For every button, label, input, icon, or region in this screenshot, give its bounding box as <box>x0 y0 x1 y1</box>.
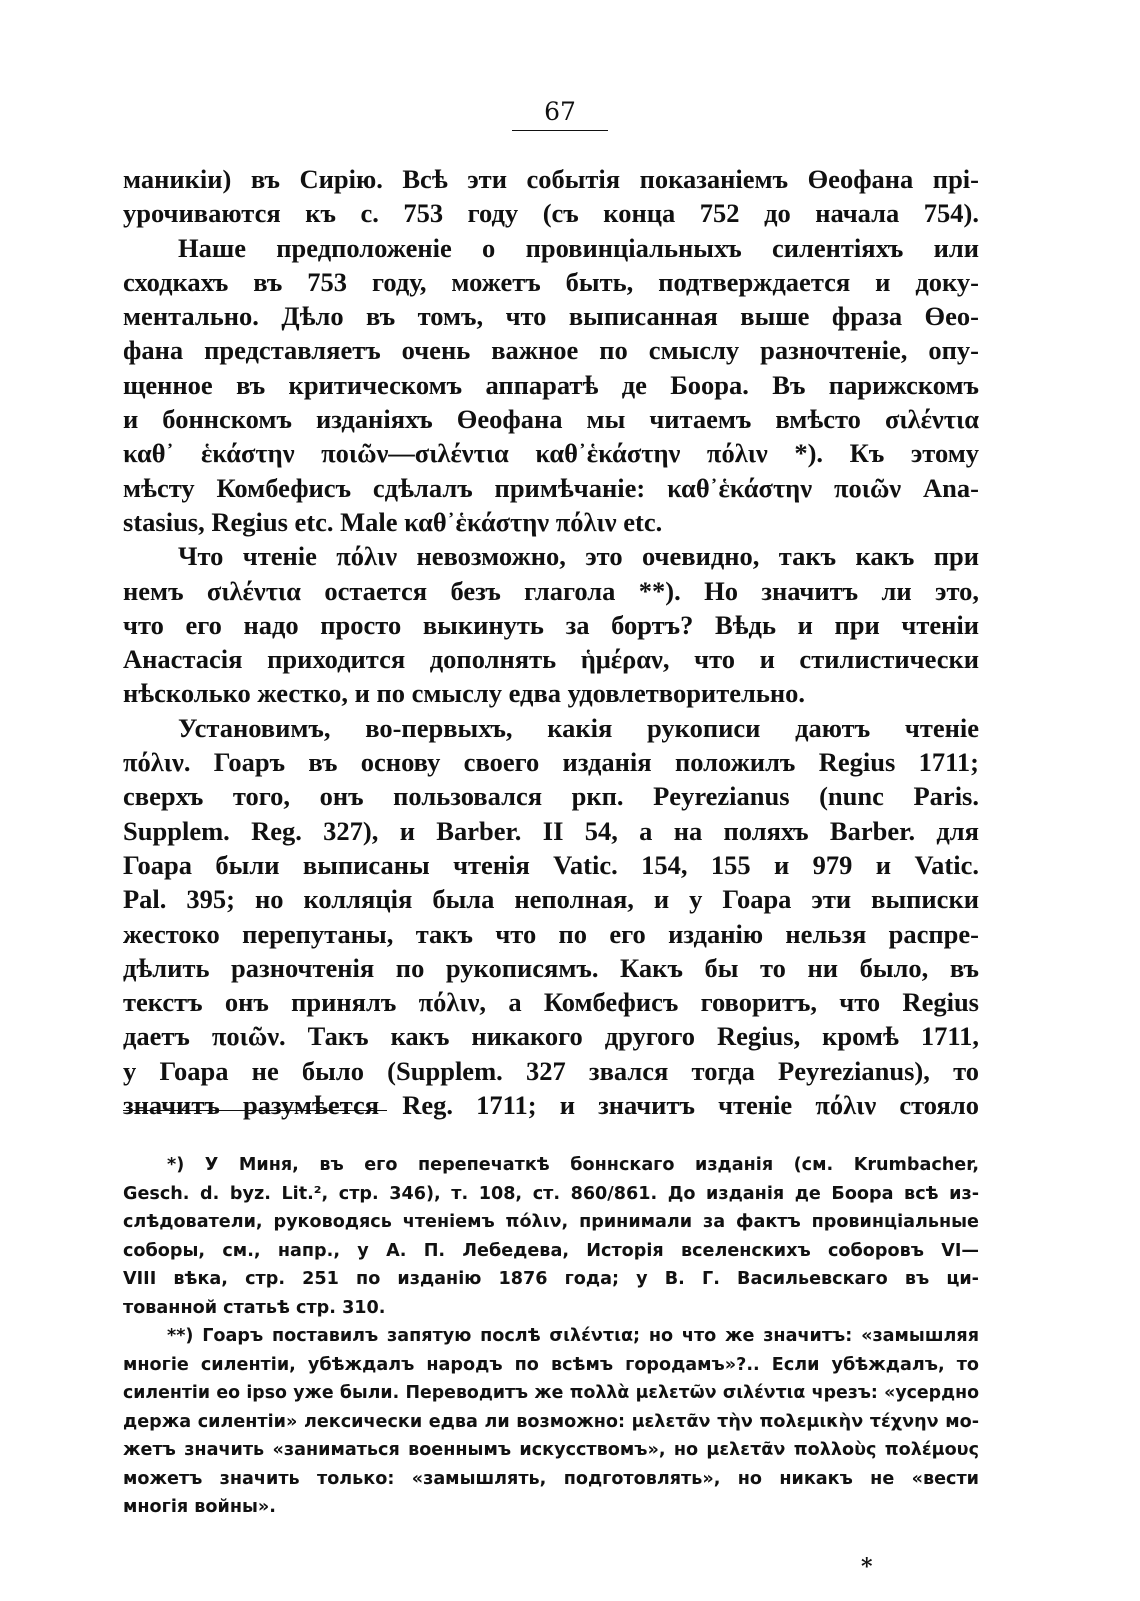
text-line: сверхъ того, онъ пользовался ркп. Peyrezianus (nunc Paris. <box>123 781 979 812</box>
text-line: фана представляетъ очень важное по смыслу разночтеніе, опу- <box>123 335 979 366</box>
text-line: дѣлить разночтенія по рукописямъ. Какъ бы то ни было, въ <box>123 952 979 983</box>
footnote-line: жетъ значить «заниматься военнымъ искусствомъ», но μελετᾶν πολλοὺς πολέμους <box>123 1440 979 1460</box>
text-line: текстъ онъ принялъ πόλιν, а Комбефисъ говоритъ, что Regius <box>123 987 979 1018</box>
end-mark: * <box>861 1554 873 1580</box>
footnote-line: соборы, см., напр., у А. П. Лебедева, Исторія вселенскихъ соборовъ VI— <box>123 1240 979 1261</box>
text-line: у Гоара не было (Supplem. 327 звался тогда Peyrezianus), то <box>123 1055 979 1086</box>
text-line: Supplem. Reg. 327), и Barber. II 54, а на поляхъ Barber. для <box>123 815 979 846</box>
text-line: Что чтеніе πόλιν невозможно, это очевидно, такъ какъ при <box>178 541 979 572</box>
text-line: значитъ разумѣется Reg. 1711; и значитъ чтеніе πόλιν стояло <box>123 1090 979 1121</box>
footnote-line: Gesch. d. byz. Lit.², стр. 346), т. 108, ст. 860/861. До изданія де Боора всѣ из- <box>123 1183 979 1204</box>
text-line: мѣсту Комбефисъ сдѣлалъ примѣчаніе: καθ᾽ἑκάστην ποιῶν Ana- <box>123 472 979 503</box>
text-line: Pal. 395; но колляція была неполная, и у Гоара эти выписки <box>123 884 979 915</box>
text-line: маникіи) въ Сирію. Всѣ эти событія показаніемъ Өеофана прі- <box>123 164 979 194</box>
footnotes <box>123 1151 979 1522</box>
text-line: жестоко перепутаны, такъ что по его изданію нельзя распре- <box>123 918 979 949</box>
text-line: даетъ ποιῶν. Такъ какъ никакого другого Regius, кромѣ 1711, <box>123 1021 979 1052</box>
text-line: и боннскомъ изданіяхъ Өеофана мы читаемъ вмѣсто σιλέντια <box>123 404 979 435</box>
text-line: сходкахъ въ 753 году, можетъ быть, подтверждается и доку- <box>123 266 979 297</box>
text-line: καθ᾽ ἑκάστην ποιῶν—σιλέντια καθ᾽ἑκάστην πόλιν *). Къ этому <box>123 438 979 469</box>
text-line: Установимъ, во-первыхъ, какія рукописи даютъ чтеніе <box>178 712 979 743</box>
text-line: Анастасія приходится дополнять ἡμέραν, что и стилистически <box>123 644 979 675</box>
page-number: 67 <box>544 97 576 126</box>
text-line: урочиваются къ с. 753 году (съ конца 752 до начала 754). <box>123 198 979 229</box>
footnote-line: тованной статьѣ стр. 310. <box>123 1297 386 1318</box>
footnote-line: многіе силентіи, убѣждалъ народъ по всѣмъ городамъ»?.. Если убѣждалъ, то <box>123 1354 979 1375</box>
text-line: немъ σιλέντια остается безъ глагола **). Но значитъ ли это, <box>123 575 979 606</box>
text-line: нѣсколько жестко, и по смыслу едва удовлетворительно. <box>123 678 805 709</box>
text-line: πόλιν. Гоаръ въ основу своего изданія положилъ Regius 1711; <box>123 747 979 778</box>
main-text <box>123 162 979 1122</box>
text-line: ментально. Дѣло въ томъ, что выписанная выше фраза Өео- <box>123 301 979 332</box>
text-line: что его надо просто выкинуть за бортъ? Вѣдь и при чтеніи <box>123 609 979 640</box>
page-number-rule <box>512 130 608 131</box>
footnote-separator <box>123 1110 387 1111</box>
footnote-line: слѣдователи, руководясь чтеніемъ πόλιν, принимали за фактъ провинціальные <box>123 1212 979 1232</box>
footnote-line: держа силентіи» лексически едва ли возможно: μελετᾶν τὴν πολεμικὴν τέχνην мо- <box>123 1411 979 1432</box>
text-line: Гоара были выписаны чтенія Vatic. 154, 155 и 979 и Vatic. <box>123 849 979 880</box>
footnote-line: *) У Миня, въ его перепечаткѣ боннскаго изданія (см. Krumbacher, <box>167 1155 979 1175</box>
footnote-line: многія войны». <box>123 1497 276 1517</box>
footnote-line: силентіи ео ipso уже были. Переводитъ же πολλὰ μελετῶν σιλέντια чрезъ: «усердно <box>123 1383 979 1403</box>
text-line: stasius, Regius etc. Male καθ᾽ἑκάστην πόλιν etc. <box>123 506 663 537</box>
text-line: Наше предположеніе о провинціальныхъ силентіяхъ или <box>178 232 979 263</box>
footnote-line: можетъ значить только: «замышлять, подготовлять», но никакъ не «вести <box>123 1468 979 1489</box>
text-line: щенное въ критическомъ аппаратѣ де Боора. Въ парижскомъ <box>123 369 979 400</box>
footnote-line: **) Гоаръ поставилъ запятую послѣ σιλέντια; но что же значитъ: «замышляя <box>167 1326 979 1346</box>
footnote-line: VIII вѣка, стр. 251 по изданію 1876 года; у В. Г. Васильевскаго въ ци- <box>123 1269 979 1289</box>
